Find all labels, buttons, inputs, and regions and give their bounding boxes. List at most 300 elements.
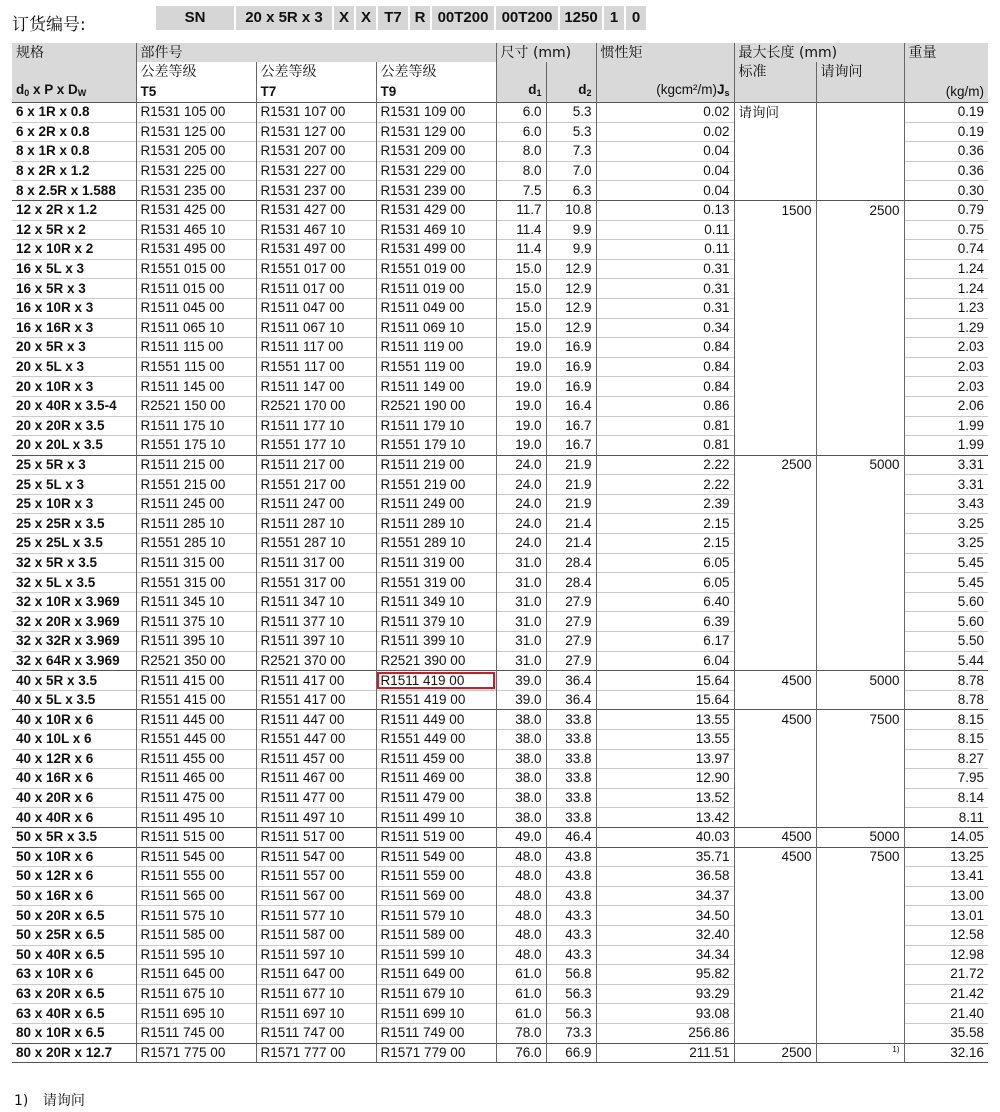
order-code-segment: T7 <box>378 6 408 30</box>
dim-d1: 61.0 <box>496 1004 546 1024</box>
weight: 2.03 <box>904 357 988 377</box>
part-no-t9: R1531 469 10 <box>376 220 496 240</box>
spec-designation: 50 x 12R x 6 <box>12 867 136 887</box>
part-no-t9: R1551 449 00 <box>376 730 496 750</box>
dim-d2: 10.8 <box>546 200 596 220</box>
weight: 35.58 <box>904 1023 988 1043</box>
table-row <box>12 769 988 789</box>
order-code-segments <box>156 6 646 30</box>
dim-d1: 31.0 <box>496 632 546 652</box>
dim-d2: 33.8 <box>546 788 596 808</box>
part-no-t7: R1511 377 10 <box>256 612 376 632</box>
weight: 8.15 <box>904 710 988 730</box>
spec-designation: 20 x 5R x 3 <box>12 338 136 358</box>
weight: 21.72 <box>904 965 988 985</box>
part-no-t5: R1511 545 00 <box>136 847 256 867</box>
part-no-t5: R1531 125 00 <box>136 122 256 142</box>
part-no-t7: R1551 287 10 <box>256 534 376 554</box>
part-no-t9: R1531 109 00 <box>376 103 496 123</box>
inertia-js: 15.64 <box>596 690 734 710</box>
dim-d2: 21.9 <box>546 475 596 495</box>
part-no-t9: R1531 499 00 <box>376 240 496 260</box>
part-no-t9: R1511 479 00 <box>376 788 496 808</box>
inertia-js: 211.51 <box>596 1043 734 1063</box>
table-row <box>12 808 988 828</box>
inertia-js: 0.34 <box>596 318 734 338</box>
weight: 0.19 <box>904 103 988 123</box>
dim-d2: 33.8 <box>546 710 596 730</box>
order-code-segment: R <box>410 6 430 30</box>
weight: 3.25 <box>904 534 988 554</box>
max-length-on-request <box>816 142 904 162</box>
max-length-on-request <box>816 475 904 495</box>
dim-d1: 11.7 <box>496 200 546 220</box>
inertia-js: 0.31 <box>596 298 734 318</box>
spec-designation: 25 x 10R x 3 <box>12 494 136 514</box>
max-length-on-request <box>816 749 904 769</box>
spec-designation: 6 x 1R x 0.8 <box>12 103 136 123</box>
spec-designation: 32 x 32R x 3.969 <box>12 632 136 652</box>
max-length-on-request <box>816 436 904 456</box>
order-code-segment: 20 x 5R x 3 <box>236 6 332 30</box>
spec-designation: 25 x 25R x 3.5 <box>12 514 136 534</box>
part-no-t7: R1511 017 00 <box>256 279 376 299</box>
dim-d1: 19.0 <box>496 377 546 397</box>
max-length-on-request: 7500 <box>816 710 904 730</box>
part-no-t5: R1531 105 00 <box>136 103 256 123</box>
dim-d2: 56.8 <box>546 965 596 985</box>
inertia-js: 15.64 <box>596 671 734 691</box>
header-on-request: 请询问 <box>816 62 904 81</box>
table-row <box>12 318 988 338</box>
weight: 3.31 <box>904 475 988 495</box>
max-length-on-request <box>816 161 904 181</box>
inertia-js: 13.42 <box>596 808 734 828</box>
dim-d2: 5.3 <box>546 103 596 123</box>
part-no-t7: R1571 777 00 <box>256 1043 376 1063</box>
footnote <box>14 1090 85 1110</box>
spec-designation: 8 x 1R x 0.8 <box>12 142 136 162</box>
header-inertia-unit: $(kgcm^2/m)J_s$ <box>596 81 734 103</box>
part-no-t7: R1551 177 10 <box>256 436 376 456</box>
table-row <box>12 632 988 652</box>
dim-d2: 46.4 <box>546 827 596 847</box>
max-length-standard <box>734 416 816 436</box>
part-no-t7: R1531 427 00 <box>256 200 376 220</box>
footnote-marker: 1) <box>14 1093 29 1109</box>
inertia-js: 0.31 <box>596 279 734 299</box>
table-row <box>12 710 988 730</box>
table-row <box>12 259 988 279</box>
weight: 8.78 <box>904 671 988 691</box>
dim-d1: 48.0 <box>496 945 546 965</box>
table-row <box>12 436 988 456</box>
spec-designation: 20 x 20L x 3.5 <box>12 436 136 456</box>
inertia-js: 93.08 <box>596 1004 734 1024</box>
max-length-standard <box>734 122 816 142</box>
table-row <box>12 200 988 220</box>
table-row <box>12 1043 988 1063</box>
table-row <box>12 612 988 632</box>
max-length-on-request <box>816 318 904 338</box>
weight: 8.78 <box>904 690 988 710</box>
max-length-on-request <box>816 1023 904 1043</box>
part-no-t7: R1531 227 00 <box>256 161 376 181</box>
inertia-js: 2.39 <box>596 494 734 514</box>
part-no-t7: R1531 107 00 <box>256 103 376 123</box>
part-no-t9: R1511 649 00 <box>376 965 496 985</box>
dim-d2: 36.4 <box>546 671 596 691</box>
spec-designation: 50 x 5R x 3.5 <box>12 827 136 847</box>
part-no-t5: R1511 285 10 <box>136 514 256 534</box>
dim-d1: 8.0 <box>496 142 546 162</box>
max-length-standard: 1500 <box>734 200 816 220</box>
inertia-js: 6.05 <box>596 553 734 573</box>
table-row <box>12 749 988 769</box>
weight: 21.40 <box>904 1004 988 1024</box>
max-length-on-request <box>816 553 904 573</box>
header-spec: 规格 <box>12 43 136 62</box>
part-no-t5: R1511 595 10 <box>136 945 256 965</box>
spec-designation: 6 x 2R x 0.8 <box>12 122 136 142</box>
weight: 3.31 <box>904 455 988 475</box>
table-row <box>12 965 988 985</box>
inertia-js: 0.04 <box>596 181 734 201</box>
inertia-js: 34.34 <box>596 945 734 965</box>
part-no-t5: R1531 465 10 <box>136 220 256 240</box>
table-row <box>12 573 988 593</box>
spec-designation: 40 x 5L x 3.5 <box>12 690 136 710</box>
max-length-standard <box>734 396 816 416</box>
max-length-standard <box>734 965 816 985</box>
max-length-standard <box>734 279 816 299</box>
max-length-on-request: 2500 <box>816 200 904 220</box>
dim-d1: 61.0 <box>496 984 546 1004</box>
max-length-standard <box>734 494 816 514</box>
part-no-t7: R1511 547 00 <box>256 847 376 867</box>
part-no-t7: R1511 397 10 <box>256 632 376 652</box>
part-no-t7: R1511 047 00 <box>256 298 376 318</box>
max-length-on-request <box>816 651 904 671</box>
dim-d2: 43.8 <box>546 847 596 867</box>
weight: 0.36 <box>904 161 988 181</box>
dim-d1: 15.0 <box>496 279 546 299</box>
table-row <box>12 338 988 358</box>
dim-d2: 6.3 <box>546 181 596 201</box>
weight: 5.45 <box>904 573 988 593</box>
max-length-on-request <box>816 690 904 710</box>
header-row-titles <box>12 43 988 62</box>
part-no-t5: R1511 145 00 <box>136 377 256 397</box>
dim-d2: 21.9 <box>546 494 596 514</box>
part-no-t7: R1511 287 10 <box>256 514 376 534</box>
max-length-standard <box>734 867 816 887</box>
table-row <box>12 534 988 554</box>
header-t5: T5 <box>136 81 256 103</box>
part-no-t5: R1551 015 00 <box>136 259 256 279</box>
dim-d1: 11.4 <box>496 220 546 240</box>
max-length-standard: 4500 <box>734 710 816 730</box>
spec-designation: 20 x 5L x 3 <box>12 357 136 377</box>
spec-designation: 20 x 10R x 3 <box>12 377 136 397</box>
inertia-js: 0.04 <box>596 142 734 162</box>
dim-d2: 16.7 <box>546 436 596 456</box>
part-no-t5: R1531 235 00 <box>136 181 256 201</box>
inertia-js: 34.50 <box>596 906 734 926</box>
max-length-standard: 请询问 <box>734 103 816 123</box>
weight: 7.95 <box>904 769 988 789</box>
spec-designation: 63 x 40R x 6.5 <box>12 1004 136 1024</box>
max-length-on-request <box>816 181 904 201</box>
table-row <box>12 1023 988 1043</box>
spec-designation: 50 x 20R x 6.5 <box>12 906 136 926</box>
order-code-segment: 0 <box>626 6 646 30</box>
dim-d1: 6.0 <box>496 122 546 142</box>
dim-d1: 24.0 <box>496 494 546 514</box>
dim-d1: 31.0 <box>496 592 546 612</box>
part-no-t5: R1511 315 00 <box>136 553 256 573</box>
max-length-standard <box>734 690 816 710</box>
max-length-on-request <box>816 867 904 887</box>
table-row <box>12 416 988 436</box>
table-row <box>12 886 988 906</box>
weight: 14.05 <box>904 827 988 847</box>
spec-table-body <box>12 103 988 1063</box>
max-length-standard <box>734 220 816 240</box>
spec-designation: 40 x 12R x 6 <box>12 749 136 769</box>
part-no-t7: R1531 467 10 <box>256 220 376 240</box>
table-row <box>12 671 988 691</box>
dim-d2: 28.4 <box>546 573 596 593</box>
max-length-on-request: 5000 <box>816 827 904 847</box>
dim-d1: 24.0 <box>496 534 546 554</box>
inertia-js: 2.22 <box>596 475 734 495</box>
inertia-js: 34.37 <box>596 886 734 906</box>
part-no-t7: R1531 127 00 <box>256 122 376 142</box>
weight: 5.60 <box>904 612 988 632</box>
header-blank <box>904 62 988 81</box>
spec-designation: 40 x 16R x 6 <box>12 769 136 789</box>
weight: 1.29 <box>904 318 988 338</box>
part-no-t7: R1511 417 00 <box>256 671 376 691</box>
weight: 13.01 <box>904 906 988 926</box>
part-no-t5: R1511 585 00 <box>136 925 256 945</box>
dim-d1: 24.0 <box>496 514 546 534</box>
part-no-t7: R1511 567 00 <box>256 886 376 906</box>
inertia-js: 93.29 <box>596 984 734 1004</box>
part-no-t5: R2521 350 00 <box>136 651 256 671</box>
part-no-t7: R1511 447 00 <box>256 710 376 730</box>
weight: 13.41 <box>904 867 988 887</box>
dim-d2: 16.4 <box>546 396 596 416</box>
dim-d1: 15.0 <box>496 259 546 279</box>
weight: 2.03 <box>904 377 988 397</box>
inertia-js: 256.86 <box>596 1023 734 1043</box>
max-length-standard <box>734 730 816 750</box>
part-no-t9: R1511 569 00 <box>376 886 496 906</box>
header-size: 尺寸 (mm) <box>496 43 596 62</box>
spec-designation: 50 x 10R x 6 <box>12 847 136 867</box>
part-no-t5: R1511 675 10 <box>136 984 256 1004</box>
dim-d1: 38.0 <box>496 769 546 789</box>
part-no-t9: R1551 219 00 <box>376 475 496 495</box>
part-no-t7: R2521 370 00 <box>256 651 376 671</box>
spec-designation: 20 x 20R x 3.5 <box>12 416 136 436</box>
spec-designation: 63 x 10R x 6 <box>12 965 136 985</box>
inertia-js: 32.40 <box>596 925 734 945</box>
table-row <box>12 690 988 710</box>
part-no-t7: R1511 217 00 <box>256 455 376 475</box>
max-length-standard <box>734 161 816 181</box>
max-length-standard: 4500 <box>734 827 816 847</box>
header-row-symbols <box>12 81 988 103</box>
max-length-on-request <box>816 396 904 416</box>
max-length-on-request: 5000 <box>816 671 904 691</box>
part-no-t5: R1511 375 10 <box>136 612 256 632</box>
weight: 0.74 <box>904 240 988 260</box>
max-length-on-request <box>816 338 904 358</box>
max-length-standard <box>734 240 816 260</box>
part-no-t5: R1551 285 10 <box>136 534 256 554</box>
max-length-on-request <box>816 632 904 652</box>
header-weight-unit: (kg/m) <box>904 81 988 103</box>
spec-designation: 40 x 5R x 3.5 <box>12 671 136 691</box>
part-no-t9: R1551 179 10 <box>376 436 496 456</box>
max-length-standard <box>734 534 816 554</box>
dim-d2: 33.8 <box>546 769 596 789</box>
part-no-t9: R1511 589 00 <box>376 925 496 945</box>
part-no-t7: R1511 177 10 <box>256 416 376 436</box>
header-standard: 标准 <box>734 62 816 81</box>
max-length-standard <box>734 436 816 456</box>
table-row <box>12 827 988 847</box>
max-length-standard: 2500 <box>734 1043 816 1063</box>
max-length-on-request <box>816 1004 904 1024</box>
max-length-on-request: 5000 <box>816 455 904 475</box>
max-length-standard <box>734 1023 816 1043</box>
dim-d2: 21.4 <box>546 514 596 534</box>
dim-d2: 27.9 <box>546 612 596 632</box>
dim-d1: 31.0 <box>496 612 546 632</box>
part-no-t9: R1511 579 10 <box>376 906 496 926</box>
dim-d2: 36.4 <box>546 690 596 710</box>
part-no-t5: R1551 415 00 <box>136 690 256 710</box>
spec-designation: 40 x 20R x 6 <box>12 788 136 808</box>
dim-d2: 33.8 <box>546 808 596 828</box>
dim-d1: 76.0 <box>496 1043 546 1063</box>
table-row <box>12 984 988 1004</box>
max-length-standard <box>734 259 816 279</box>
part-no-t7: R1511 467 00 <box>256 769 376 789</box>
part-no-t7: R1511 517 00 <box>256 827 376 847</box>
weight: 8.11 <box>904 808 988 828</box>
header-d1: $d_1$ <box>496 81 546 103</box>
dim-d1: 31.0 <box>496 651 546 671</box>
part-no-t7: R1511 677 10 <box>256 984 376 1004</box>
dim-d2: 43.8 <box>546 867 596 887</box>
inertia-js: 12.90 <box>596 769 734 789</box>
inertia-js: 0.86 <box>596 396 734 416</box>
weight: 13.00 <box>904 886 988 906</box>
part-no-t9: R1551 119 00 <box>376 357 496 377</box>
dim-d1: 11.4 <box>496 240 546 260</box>
part-no-t5: R1551 215 00 <box>136 475 256 495</box>
header-max-length: 最大长度 (mm) <box>734 43 904 62</box>
spec-designation: 16 x 5L x 3 <box>12 259 136 279</box>
header-blank <box>546 62 596 81</box>
order-code-segment: SN <box>156 6 234 30</box>
table-row <box>12 1004 988 1024</box>
max-length-on-request <box>816 730 904 750</box>
part-no-t7: R1511 497 10 <box>256 808 376 828</box>
spec-designation: 40 x 10R x 6 <box>12 710 136 730</box>
ball-screw-spec-table <box>12 43 988 1063</box>
dim-d2: 7.3 <box>546 142 596 162</box>
spec-designation: 63 x 20R x 6.5 <box>12 984 136 1004</box>
part-no-t5: R1551 175 10 <box>136 436 256 456</box>
max-length-on-request: 1) <box>816 1043 904 1063</box>
dim-d2: 12.9 <box>546 259 596 279</box>
header-part-no: 部件号 <box>136 43 496 62</box>
part-no-t7: R1511 067 10 <box>256 318 376 338</box>
dim-d1: 31.0 <box>496 553 546 573</box>
max-length-standard: 4500 <box>734 847 816 867</box>
part-no-t9: R1511 049 00 <box>376 298 496 318</box>
spec-designation: 12 x 10R x 2 <box>12 240 136 260</box>
header-blank <box>816 81 904 103</box>
dim-d1: 38.0 <box>496 749 546 769</box>
inertia-js: 13.55 <box>596 730 734 750</box>
part-no-t9: R1511 289 10 <box>376 514 496 534</box>
max-length-standard <box>734 553 816 573</box>
inertia-js: 2.15 <box>596 514 734 534</box>
part-no-t7: R1511 697 10 <box>256 1004 376 1024</box>
weight: 12.98 <box>904 945 988 965</box>
part-no-t9: R1511 419 00 <box>376 671 496 691</box>
max-length-standard <box>734 514 816 534</box>
max-length-on-request <box>816 103 904 123</box>
spec-designation: 40 x 40R x 6 <box>12 808 136 828</box>
order-code-segment: 1 <box>604 6 624 30</box>
dim-d2: 9.9 <box>546 240 596 260</box>
dim-d1: 24.0 <box>496 475 546 495</box>
inertia-js: 0.02 <box>596 103 734 123</box>
part-no-t5: R1551 445 00 <box>136 730 256 750</box>
part-no-t7: R1551 447 00 <box>256 730 376 750</box>
inertia-js: 13.52 <box>596 788 734 808</box>
part-no-t5: R1511 565 00 <box>136 886 256 906</box>
spec-designation: 8 x 2R x 1.2 <box>12 161 136 181</box>
dim-d1: 78.0 <box>496 1023 546 1043</box>
part-no-t9: R1511 349 10 <box>376 592 496 612</box>
part-no-t7: R1551 017 00 <box>256 259 376 279</box>
inertia-js: 0.04 <box>596 161 734 181</box>
table-row <box>12 592 988 612</box>
part-no-t9: R1511 519 00 <box>376 827 496 847</box>
part-no-t7: R1511 457 00 <box>256 749 376 769</box>
inertia-unit-label: (kgcm²/m) <box>656 82 717 97</box>
part-no-t9: R1511 249 00 <box>376 494 496 514</box>
max-length-on-request <box>816 573 904 593</box>
part-no-t9: R1511 319 00 <box>376 553 496 573</box>
dim-d1: 38.0 <box>496 808 546 828</box>
max-length-standard: 4500 <box>734 671 816 691</box>
weight: 2.06 <box>904 396 988 416</box>
weight: 0.30 <box>904 181 988 201</box>
part-no-t5: R1531 425 00 <box>136 200 256 220</box>
part-no-t7: R1511 647 00 <box>256 965 376 985</box>
part-no-t5: R1511 495 10 <box>136 808 256 828</box>
